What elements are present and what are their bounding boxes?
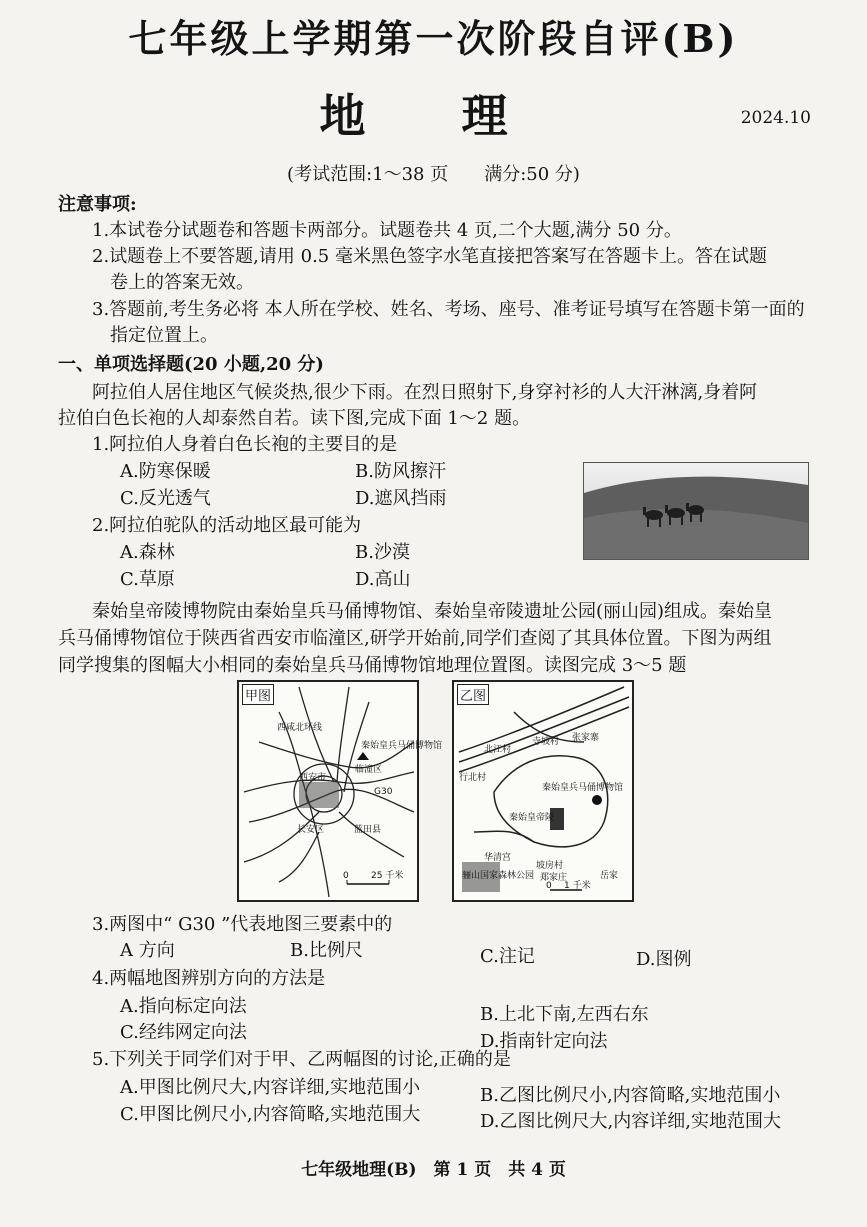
map-jia-place-6: 蓝田县 xyxy=(354,825,382,835)
q5-option-c: C.甲图比例尺小,内容简略,实地范围大 xyxy=(120,1104,421,1125)
q4-option-d: D.指南针定向法 xyxy=(480,1031,608,1052)
map-yi-place-8: 骊山国家森林公园 xyxy=(462,871,535,881)
map-jia-label: 甲图 xyxy=(242,684,274,705)
subject-title: 地 理 xyxy=(319,89,548,143)
q5-option-a: A.甲图比例尺大,内容详细,实地范围小 xyxy=(120,1077,421,1098)
map-jia xyxy=(237,680,443,902)
map-yi-place-9: 坡房村 xyxy=(536,861,564,871)
map-yi-place-3: 张家寨 xyxy=(572,733,600,743)
intro2-line2: 兵马俑博物馆位于陕西省西安市临潼区,研学开始前,同学们查阅了其具体位置。下图为两组 xyxy=(58,628,772,649)
q2-option-c: C.草原 xyxy=(120,569,175,590)
camel-caravan-illustration xyxy=(584,463,808,559)
map-yi-place-7: 华清宫 xyxy=(484,853,512,863)
map-jia-scale: 25 千米 xyxy=(371,871,404,881)
map-yi-label: 乙图 xyxy=(457,684,489,705)
map-jia-place-2: 秦始皇兵马俑博物馆 xyxy=(361,741,443,751)
q5-option-d: D.乙图比例尺大,内容详细,实地范围大 xyxy=(480,1111,781,1132)
q3-stem: 3.两图中“ G30 ”代表地图三要素中的 xyxy=(92,914,393,935)
q4-option-a: A.指向标定向法 xyxy=(120,996,247,1017)
map-yi xyxy=(452,680,634,902)
q5-option-b: B.乙图比例尺小,内容简略,实地范围小 xyxy=(480,1085,781,1106)
q5-stem: 5.下列关于同学们对于甲、乙两幅图的讨论,正确的是 xyxy=(92,1049,511,1070)
map-yi-place-5: 秦始皇兵马俑博物馆 xyxy=(542,783,624,793)
q3-option-c: C.注记 xyxy=(480,946,535,967)
intro1-line2: 拉伯白色长袍的人却泰然自若。读下图,完成下面 1～2 题。 xyxy=(58,408,531,429)
map-jia-place-3: 临潼区 xyxy=(355,765,383,775)
q1-option-c: C.反光透气 xyxy=(120,488,211,509)
page-footer: 七年级地理(B) 第 1 页 共 4 页 xyxy=(301,1160,566,1180)
exam-date: 2024.10 xyxy=(740,108,811,128)
notes-heading: 注意事项: xyxy=(58,194,137,215)
q1-option-b: B.防风擦汗 xyxy=(355,461,446,482)
q1-option-d: D.遮风挡雨 xyxy=(355,488,447,509)
q4-option-b: B.上北下南,左西右东 xyxy=(480,1004,649,1025)
desert-camel-photo xyxy=(583,462,809,560)
map-yi-place-10: 郑家庄 xyxy=(540,873,568,883)
q1-option-a: A.防寒保暖 xyxy=(120,461,211,482)
intro1-line1: 阿拉伯人居住地区气候炎热,很少下雨。在烈日照射下,身穿衬衫的人大汗淋漓,身着阿 xyxy=(92,382,758,403)
map-yi-place-11: 岳家 xyxy=(600,871,619,881)
q3-option-b: B.比例尺 xyxy=(290,940,363,961)
map-jia-drawing xyxy=(239,682,443,900)
svg-text:0: 0 xyxy=(343,871,349,881)
map-yi-place-2: 寺坡村 xyxy=(532,737,560,747)
q2-option-b: B.沙漠 xyxy=(355,542,410,563)
q2-option-a: A.森林 xyxy=(120,542,175,563)
q3-option-d: D.图例 xyxy=(636,949,692,970)
map-jia-place-4: 西安市 xyxy=(299,773,327,783)
svg-text:0: 0 xyxy=(546,881,552,891)
exam-scope: (考试范围:1～38 页 满分:50 分) xyxy=(287,164,580,185)
q4-option-c: C.经纬网定向法 xyxy=(120,1022,247,1043)
map-jia-road-g30: G30 xyxy=(374,787,393,797)
note-item-2-cont: 卷上的答案无效。 xyxy=(110,272,254,293)
map-jia-place-5: 长安区 xyxy=(297,825,325,835)
map-yi-place-1: 北江村 xyxy=(484,745,512,755)
map-yi-place-6: 秦始皇帝陵 xyxy=(509,813,555,823)
intro2-line3: 同学搜集的图幅大小相同的秦始皇兵马俑博物馆地理位置图。读图完成 3～5 题 xyxy=(58,655,687,676)
exam-title: 七年级上学期第一次阶段自评(B) xyxy=(128,16,739,61)
q2-option-d: D.高山 xyxy=(355,569,411,590)
note-item-2: 2.试题卷上不要答题,请用 0.5 毫米黑色签字水笔直接把答案写在答题卡上。答在试题 xyxy=(92,246,767,267)
q4-stem: 4.两幅地图辨别方向的方法是 xyxy=(92,968,326,989)
note-item-1: 1.本试卷分试题卷和答题卡两部分。试题卷共 4 页,二个大题,满分 50 分。 xyxy=(92,220,682,241)
q2-stem: 2.阿拉伯驼队的活动地区最可能为 xyxy=(92,515,362,536)
section1-heading: 一、单项选择题(20 小题,20 分) xyxy=(58,354,324,375)
q3-option-a: A 方向 xyxy=(120,940,175,961)
note-item-3-cont: 指定位置上。 xyxy=(110,325,218,346)
map-jia-place-1: 西咸北环线 xyxy=(277,723,323,733)
map-yi-drawing xyxy=(454,682,632,900)
map-yi-scale: 1 千米 xyxy=(564,881,591,891)
intro2-line1: 秦始皇帝陵博物院由秦始皇兵马俑博物馆、秦始皇帝陵遗址公园(丽山园)组成。秦始皇 xyxy=(92,601,773,622)
map-yi-place-4: 行北村 xyxy=(459,773,487,783)
note-item-3: 3.答题前,考生务必将 本人所在学校、姓名、考场、座号、准考证号填写在答题卡第一面的 xyxy=(92,299,805,320)
q1-stem: 1.阿拉伯人身着白色长袍的主要目的是 xyxy=(92,434,398,455)
